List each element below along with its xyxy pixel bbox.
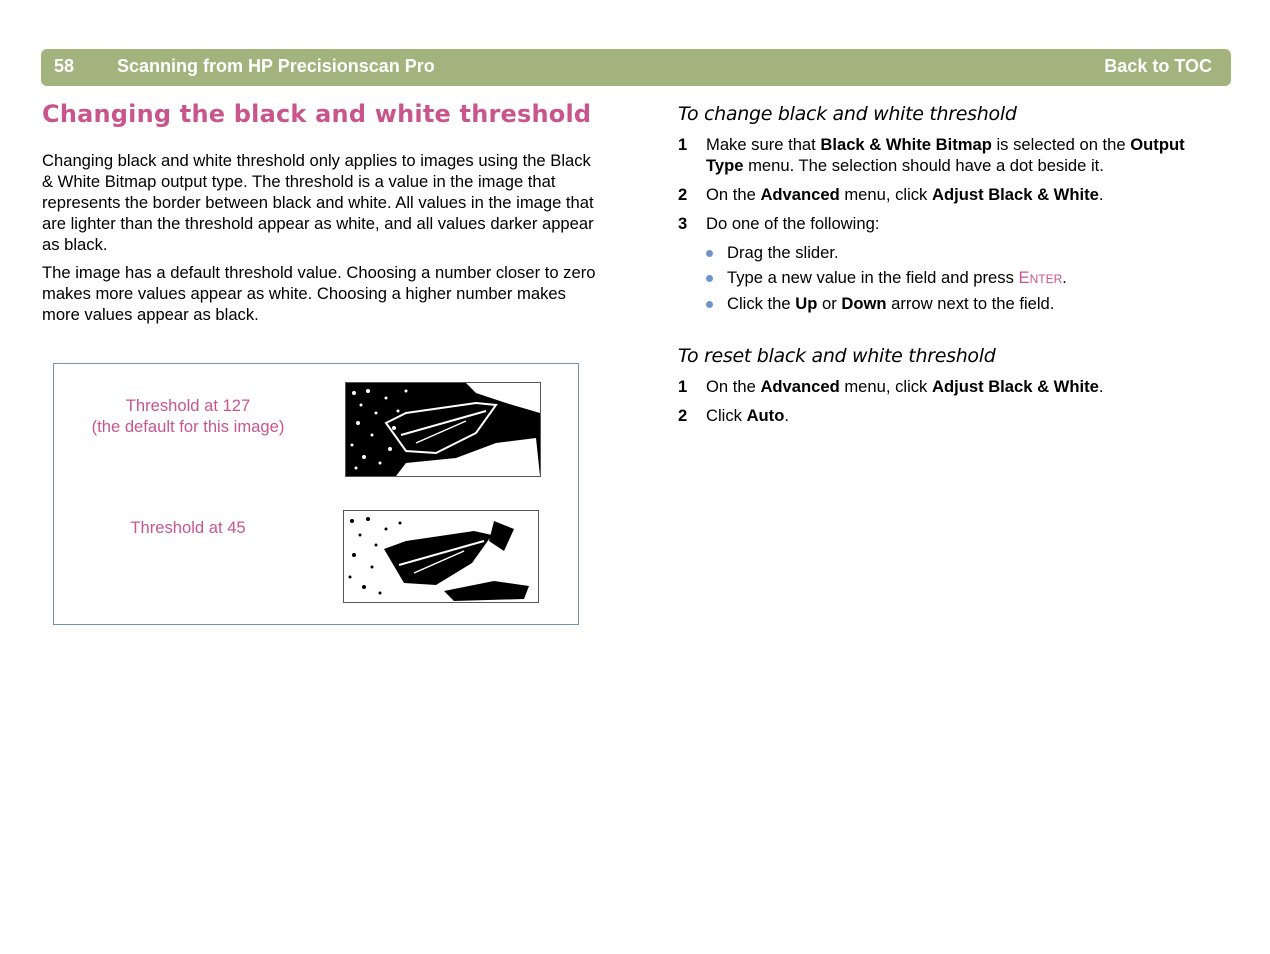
enter-key-label: Enter — [1018, 268, 1063, 287]
bullet-dot-icon — [706, 275, 713, 282]
step-text: On the Advanced menu, click Adjust Black & White. — [706, 185, 1104, 204]
step-text: Click Auto. — [706, 406, 789, 425]
section-heading: Changing the black and white threshold — [42, 100, 592, 128]
reset-procedure-title: To reset black and white threshold — [678, 345, 996, 367]
step-number: 2 — [678, 185, 688, 204]
page-number: 58 — [54, 56, 75, 76]
caption-threshold-45: Threshold at 45 — [130, 518, 246, 537]
default-threshold-paragraph: The image has a default threshold value. Choosing a number closer to zero makes more values appear as white. Choosing a higher number makes more values appear as black. — [42, 263, 596, 324]
bullet-dot-icon — [706, 301, 713, 308]
back-to-toc-link[interactable]: Back to TOC — [1104, 56, 1212, 76]
boat-bitmap-127 — [346, 383, 540, 476]
step-number: 3 — [678, 214, 688, 233]
boat-image-threshold-127 — [345, 382, 541, 477]
step-number: 1 — [678, 135, 688, 154]
boat-bitmap-45 — [344, 511, 538, 602]
caption-threshold-127 — [38, 395, 338, 437]
bullet-dot-icon — [706, 250, 713, 257]
caption-127-line2: (the default for this image) — [91, 417, 285, 436]
chapter-title: Scanning from HP Precisionscan Pro — [117, 56, 435, 76]
boat-image-threshold-45 — [343, 510, 539, 603]
step-number: 1 — [678, 377, 688, 396]
page-header-bar — [41, 49, 1231, 86]
intro-paragraph: Changing black and white threshold only applies to images using the Black & White Bitmap output type. The threshold is a value in the image that represents the border between black and white. All values in the image that are lighter than the threshold appear as white, and all values darker appear as black. — [42, 151, 594, 254]
step-text: Make sure that Black & White Bitmap is selected on the Output Type menu. The selection should have a dot beside it. — [706, 135, 1185, 175]
step-text: Do one of the following: — [706, 214, 880, 233]
caption-127-line1: Threshold at 127 — [125, 396, 251, 415]
step-number: 2 — [678, 406, 688, 425]
change-procedure-title: To change black and white threshold — [678, 103, 1017, 125]
step-text: On the Advanced menu, click Adjust Black & White. — [706, 377, 1104, 396]
